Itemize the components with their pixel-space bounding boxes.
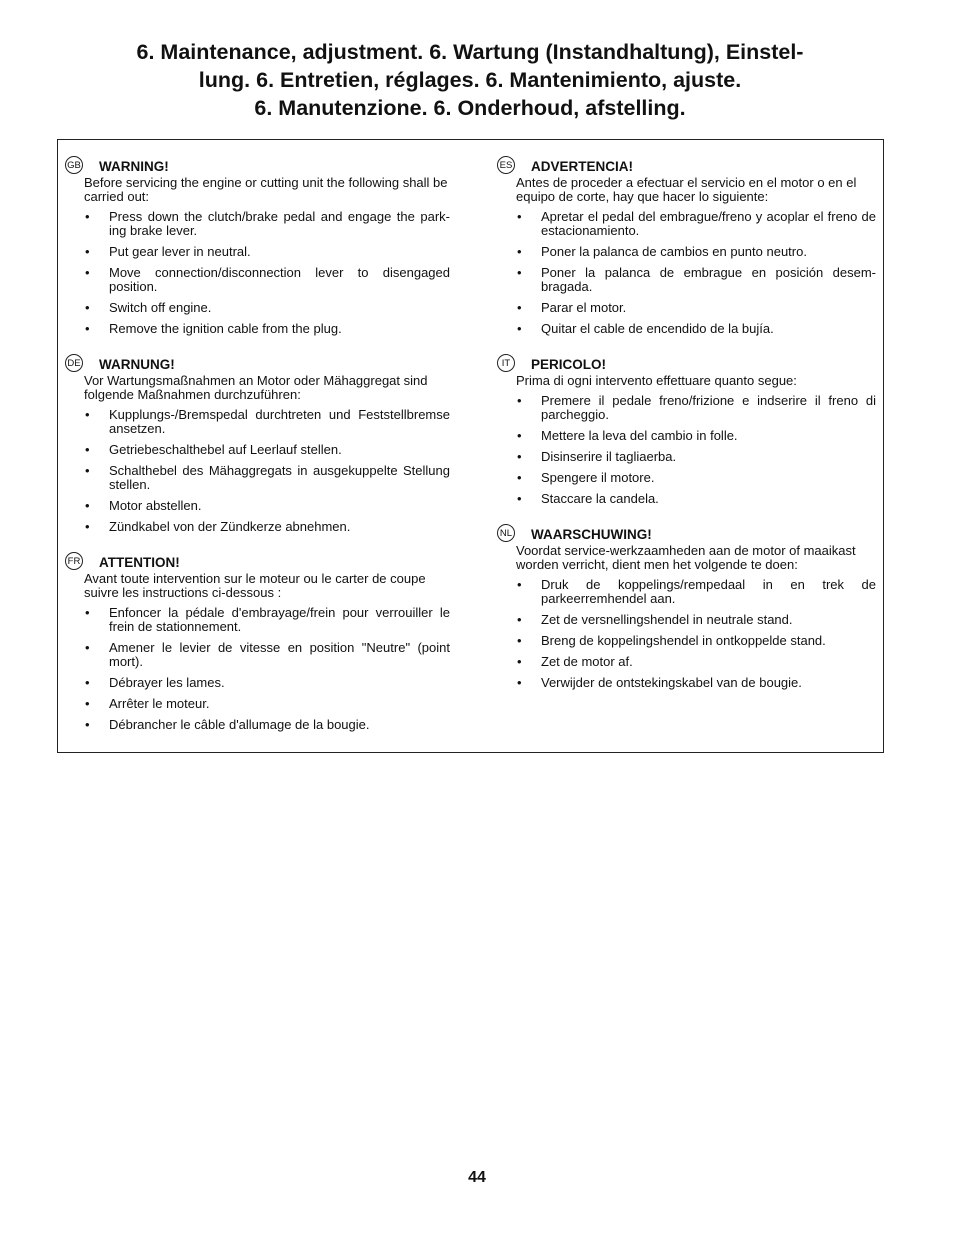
list-item: • Poner la palanca de cambios en punto neutro. bbox=[516, 245, 876, 259]
list-item: • Disinserire il tagliaerba. bbox=[516, 450, 876, 464]
right-column bbox=[499, 158, 876, 710]
list-item: • Parar el motor. bbox=[516, 301, 876, 315]
list-item: • Press down the clutch/brake pedal and engage the park-ing brake lever. bbox=[84, 210, 450, 238]
language-badge-gb: GB bbox=[65, 156, 83, 174]
warning-box bbox=[57, 139, 884, 753]
list-item: • Breng de koppelingshendel in ontkoppelde stand. bbox=[516, 634, 876, 648]
step-list bbox=[516, 578, 876, 690]
list-item: • Mettere la leva del cambio in folle. bbox=[516, 429, 876, 443]
section-heading: PERICOLO! bbox=[531, 357, 607, 372]
step-list bbox=[516, 394, 876, 506]
section-heading: WAARSCHUWING! bbox=[531, 527, 652, 542]
list-item: • Druk de koppelings/rempedaal in en trek de parkeerremhendel aan. bbox=[516, 578, 876, 606]
language-badge-es: ES bbox=[497, 156, 515, 174]
page-number: 44 bbox=[468, 1169, 486, 1186]
list-item: • Kupplungs-/Bremspedal durchtreten und Feststellbremse ansetzen. bbox=[84, 408, 450, 436]
language-badge-fr: FR bbox=[65, 552, 83, 570]
section-nl bbox=[499, 526, 876, 690]
section-intro: Prima di ogni intervento effettuare quanto segue: bbox=[516, 373, 797, 388]
list-item: • Getriebeschalthebel auf Leerlauf stellen. bbox=[84, 443, 450, 457]
section-de bbox=[67, 356, 450, 534]
section-intro: Antes de proceder a efectuar el servicio en el motor o en el equipo de corte, hay que hacer lo siguiente: bbox=[516, 175, 857, 204]
section-intro: Before servicing the engine or cutting unit the following shall be carried out: bbox=[84, 175, 448, 204]
language-badge-de: DE bbox=[65, 354, 83, 372]
section-heading: ATTENTION! bbox=[99, 555, 180, 570]
list-item: • Débrayer les lames. bbox=[84, 676, 450, 690]
list-item: • Quitar el cable de encendido de la bujía. bbox=[516, 322, 876, 336]
step-list bbox=[84, 408, 450, 534]
list-item: • Put gear lever in neutral. bbox=[84, 245, 450, 259]
section-heading: WARNING! bbox=[99, 159, 169, 174]
step-list bbox=[84, 210, 450, 336]
section-heading: WARNUNG! bbox=[99, 357, 175, 372]
section-intro: Voordat service-werkzaamheden aan de motor of maaikast worden verricht, dient men het volgende te doen: bbox=[516, 543, 856, 572]
list-item: • Poner la palanca de embrague en posición desem-bragada. bbox=[516, 266, 876, 294]
list-item: • Switch off engine. bbox=[84, 301, 450, 315]
section-fr bbox=[67, 554, 450, 732]
section-intro: Avant toute intervention sur le moteur ou le carter de coupe suivre les instructions ci-dessous : bbox=[84, 571, 426, 600]
section-heading: ADVERTENCIA! bbox=[531, 159, 634, 174]
list-item: • Remove the ignition cable from the plug. bbox=[84, 322, 450, 336]
step-list bbox=[516, 210, 876, 336]
left-column bbox=[67, 158, 450, 752]
list-item: • Verwijder de ontstekingskabel van de bougie. bbox=[516, 676, 876, 690]
title-line-2: lung. 6. Entretien, réglages. 6. Mantenimiento, ajuste. bbox=[198, 68, 742, 92]
section-es bbox=[499, 158, 876, 336]
list-item: • Arrêter le moteur. bbox=[84, 697, 450, 711]
list-item: • Spengere il motore. bbox=[516, 471, 876, 485]
language-badge-nl: NL bbox=[497, 524, 515, 542]
title-line-1: 6. Maintenance, adjustment. 6. Wartung (Instandhaltung), Einstel- bbox=[136, 40, 804, 64]
list-item: • Débrancher le câble d'allumage de la bougie. bbox=[84, 718, 450, 732]
list-item: • Zet de motor af. bbox=[516, 655, 876, 669]
list-item: • Amener le levier de vitesse en position "Neutre" (point mort). bbox=[84, 641, 450, 669]
title-line-3: 6. Manutenzione. 6. Onderhoud, afstelling. bbox=[254, 96, 686, 120]
page-title bbox=[40, 38, 900, 122]
section-it bbox=[501, 356, 876, 506]
step-list bbox=[84, 606, 450, 732]
list-item: • Move connection/disconnection lever to disengaged position. bbox=[84, 266, 450, 294]
list-item: • Staccare la candela. bbox=[516, 492, 876, 506]
list-item: • Premere il pedale freno/frizione e indserire il freno di parcheggio. bbox=[516, 394, 876, 422]
section-intro: Vor Wartungsmaßnahmen an Motor oder Mähaggregat sind folgende Maßnahmen durchzuführen: bbox=[84, 373, 428, 402]
list-item: • Enfoncer la pédale d'embrayage/frein pour verrouiller le frein de stationnement. bbox=[84, 606, 450, 634]
list-item: • Zet de versnellingshendel in neutrale stand. bbox=[516, 613, 876, 627]
list-item: • Motor abstellen. bbox=[84, 499, 450, 513]
list-item: • Zündkabel von der Zündkerze abnehmen. bbox=[84, 520, 450, 534]
list-item: • Schalthebel des Mähaggregats in ausgekuppelte Stellung stellen. bbox=[84, 464, 450, 492]
language-badge-it: IT bbox=[497, 354, 515, 372]
list-item: • Apretar el pedal del embrague/freno y acoplar el freno de estacionamiento. bbox=[516, 210, 876, 238]
section-gb bbox=[67, 158, 450, 336]
